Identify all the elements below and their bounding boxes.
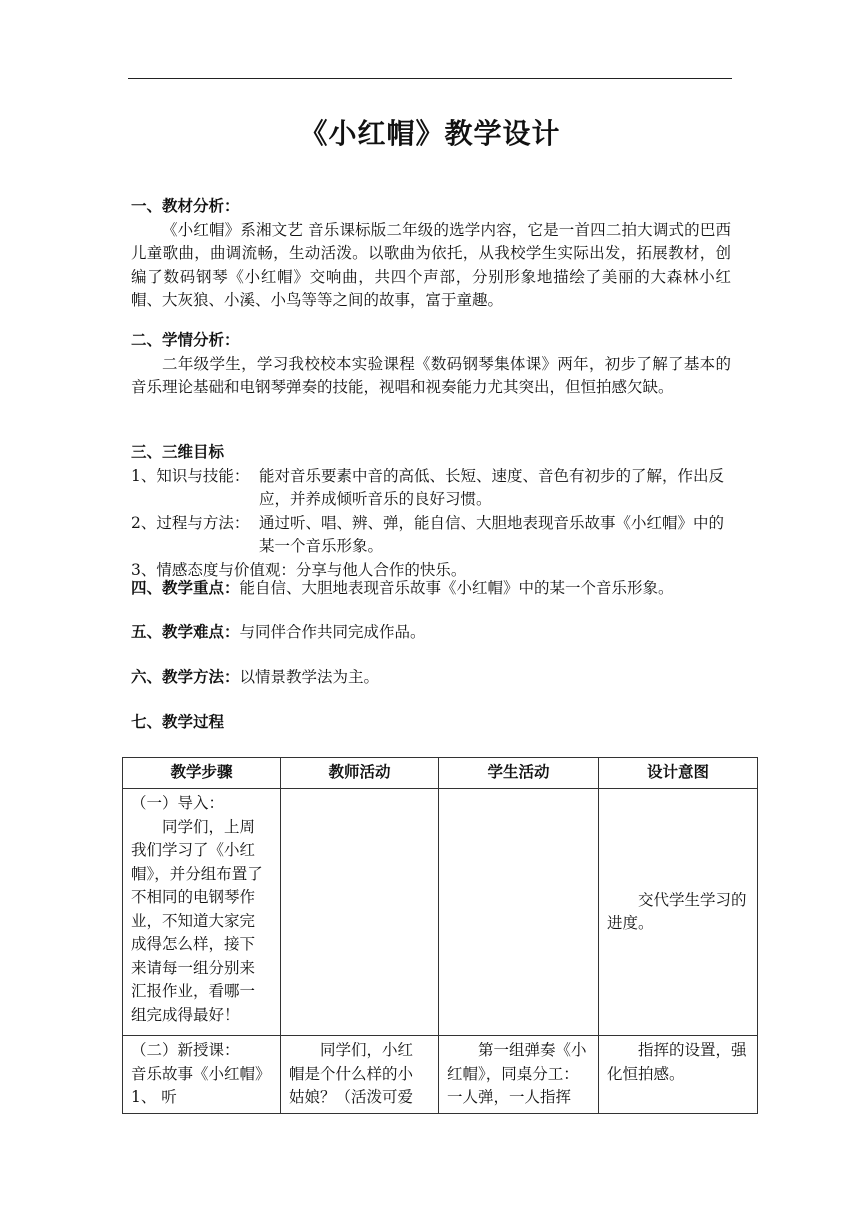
section-paragraph: 《小红帽》系湘文艺 音乐课标版二年级的选学内容，它是一首四二拍大调式的巴西儿童歌曲，曲调流畅，生动活泼。以歌曲为依托，从我校学生实际出发，拓展教材，创编了数码钢琴《小红帽》交响曲，共四个声部，分别形象地描绘了美丽的大森林小红帽、大灰狼、小溪、小鸟等等之间的故事，富于童趣。 — [131, 220, 731, 309]
section-methods — [131, 666, 731, 690]
cell-student — [439, 789, 599, 1036]
section-key-points — [131, 577, 731, 601]
header-student-activity: 学生活动 — [439, 758, 599, 789]
document-title: 《小红帽》教学设计 — [299, 117, 561, 150]
section-heading: 六、教学方法： — [131, 668, 240, 686]
objective-process — [131, 512, 731, 559]
section-heading: 二、学情分析： — [131, 331, 240, 349]
header-teacher-activity: 教师活动 — [281, 758, 439, 789]
section-heading: 四、教学重点： — [131, 579, 240, 597]
intent-text: 交代学生学习的进度。 — [607, 890, 747, 932]
section-process — [131, 711, 731, 735]
section-text: 与同伴合作共同完成作品。 — [239, 623, 426, 641]
table-header-row — [123, 758, 758, 789]
intent-text: 指挥的设置，强化恒拍感。 — [607, 1041, 747, 1083]
section-student-analysis — [131, 329, 731, 400]
header-rule — [128, 78, 732, 79]
table-row — [123, 1036, 758, 1114]
cell-student — [439, 1036, 599, 1114]
cell-teacher — [281, 789, 439, 1036]
section-difficulties — [131, 621, 731, 645]
objective-knowledge — [131, 465, 731, 512]
objective-label: 1、知识与技能： — [131, 466, 250, 485]
cell-teacher — [281, 1036, 439, 1114]
section-objectives — [131, 441, 731, 582]
header-design-intent: 设计意图 — [599, 758, 758, 789]
header-steps: 教学步骤 — [123, 758, 281, 789]
section-text: 以情景教学法为主。 — [239, 668, 380, 686]
cell-intent — [599, 789, 758, 1036]
objective-text: 能对音乐要素中音的高低、长短、速度、音色有初步的了解，作出反应，并养成倾听音乐的良好习惯。 — [259, 466, 725, 508]
student-text: 第一组弹奏《小红帽》，同桌分工：一人弹，一人指挥 — [447, 1041, 587, 1106]
cell-step — [123, 789, 281, 1036]
section-paragraph: 二年级学生，学习我校校本实验课程《数码钢琴集体课》两年，初步了解了基本的音乐理论基础和电钢琴弹奏的技能，视唱和视奏能力尤其突出，但恒拍感欠缺。 — [131, 354, 731, 396]
step-body: 同学们，上周我们学习了《小红帽》，并分组布置了不相同的电钢琴作业，不知道大家完成得怎么样，接下来请每一组分别来汇报作业，看哪一组完成得最好！ — [131, 817, 263, 1024]
cell-intent — [599, 1036, 758, 1114]
section-text: 能自信、大胆地表现音乐故事《小红帽》中的某一个音乐形象。 — [239, 579, 674, 597]
teaching-process-table — [122, 757, 758, 1114]
section-heading: 三、三维目标 — [131, 443, 225, 461]
objective-emotion: 3、情感态度与价值观：分享与他人合作的快乐。 — [131, 560, 467, 579]
cell-step — [123, 1036, 281, 1114]
step-line: 音乐故事《小红帽》 — [131, 1064, 271, 1083]
section-heading: 五、教学难点： — [131, 623, 240, 641]
step-title: （二）新授课： — [131, 1041, 240, 1059]
section-heading: 七、教学过程 — [131, 713, 225, 731]
teacher-text: 同学们，小红帽是个什么样的小姑娘？（活泼可爱 — [289, 1041, 414, 1106]
step-title: （一）导入： — [131, 794, 225, 812]
table-row — [123, 789, 758, 1036]
objective-label: 2、过程与方法： — [131, 513, 250, 532]
step-line: 1、 听 — [131, 1088, 177, 1106]
section-materials-analysis — [131, 195, 731, 313]
objective-text: 通过听、唱、辨、弹，能自信、大胆地表现音乐故事《小红帽》中的某一个音乐形象。 — [259, 513, 725, 555]
section-heading: 一、教材分析： — [131, 197, 240, 215]
